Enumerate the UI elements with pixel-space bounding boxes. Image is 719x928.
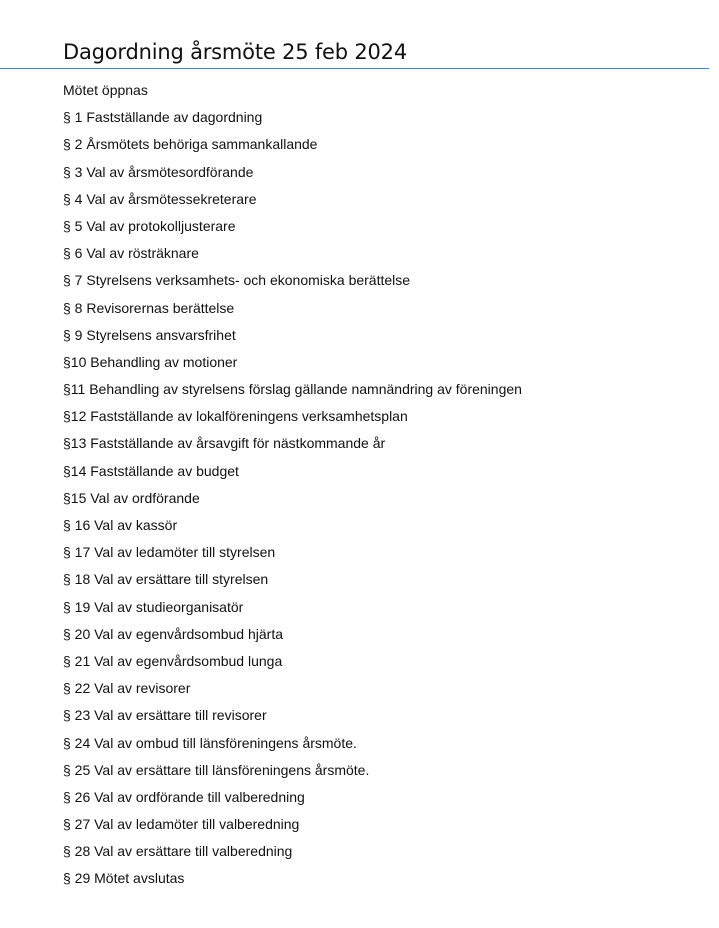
agenda-item-15: §15 Val av ordförande [63,489,200,506]
agenda-item-10: §10 Behandling av motioner [63,353,238,370]
agenda-item-29: § 29 Mötet avslutas [63,870,185,887]
agenda-item-11: §11 Behandling av styrelsens förslag gällande namnändring av föreningen [63,381,522,398]
agenda-item-6: § 6 Val av rösträknare [63,245,199,262]
agenda-item-2: § 2 Årsmötets behöriga sammankallande [63,136,318,153]
agenda-item-12: §12 Fastställande av lokalföreningens verksamhetsplan [63,408,408,425]
agenda-item-8: § 8 Revisorernas berättelse [63,299,235,316]
title-underline [0,68,709,69]
agenda-item-25: § 25 Val av ersättare till länsföreningens årsmöte. [63,761,370,778]
agenda-item-3: § 3 Val av årsmötesordförande [63,163,254,180]
agenda-item-14: §14 Fastställande av budget [63,462,239,479]
agenda-item-23: § 23 Val av ersättare till revisorer [63,707,267,724]
agenda-item-24: § 24 Val av ombud till länsföreningens årsmöte. [63,734,357,751]
agenda-item-20: § 20 Val av egenvårdsombud hjärta [63,625,283,642]
agenda-item-26: § 26 Val av ordförande till valberedning [63,788,305,805]
agenda-item-9: § 9 Styrelsens ansvarsfrihet [63,326,236,343]
agenda-item-1: § 1 Fastställande av dagordning [63,109,263,126]
agenda-item-16: § 16 Val av kassör [63,517,178,533]
agenda-item-5: § 5 Val av protokolljusterare [63,217,236,234]
document-title: Dagordning årsmöte 25 feb 2024 [63,40,408,64]
agenda-item-17: § 17 Val av ledamöter till styrelsen [63,544,276,561]
agenda-item-13: §13 Fastställande av årsavgift för nästkommande år [63,435,386,452]
agenda-item-19: § 19 Val av studieorganisatör [63,598,244,615]
agenda-list [63,82,522,898]
agenda-item-21: § 21 Val av egenvårdsombud lunga [63,652,283,669]
agenda-item-22: § 22 Val av revisorer [63,680,191,697]
agenda-item-27: § 27 Val av ledamöter till valberedning [63,816,300,833]
agenda-item-28: § 28 Val av ersättare till valberedning [63,843,293,860]
agenda-item-4: § 4 Val av årsmötessekreterare [63,190,257,207]
agenda-item-18: § 18 Val av ersättare till styrelsen [63,571,269,588]
agenda-item-opening: Mötet öppnas [63,82,148,98]
agenda-item-7: § 7 Styrelsens verksamhets- och ekonomiska berättelse [63,272,411,289]
